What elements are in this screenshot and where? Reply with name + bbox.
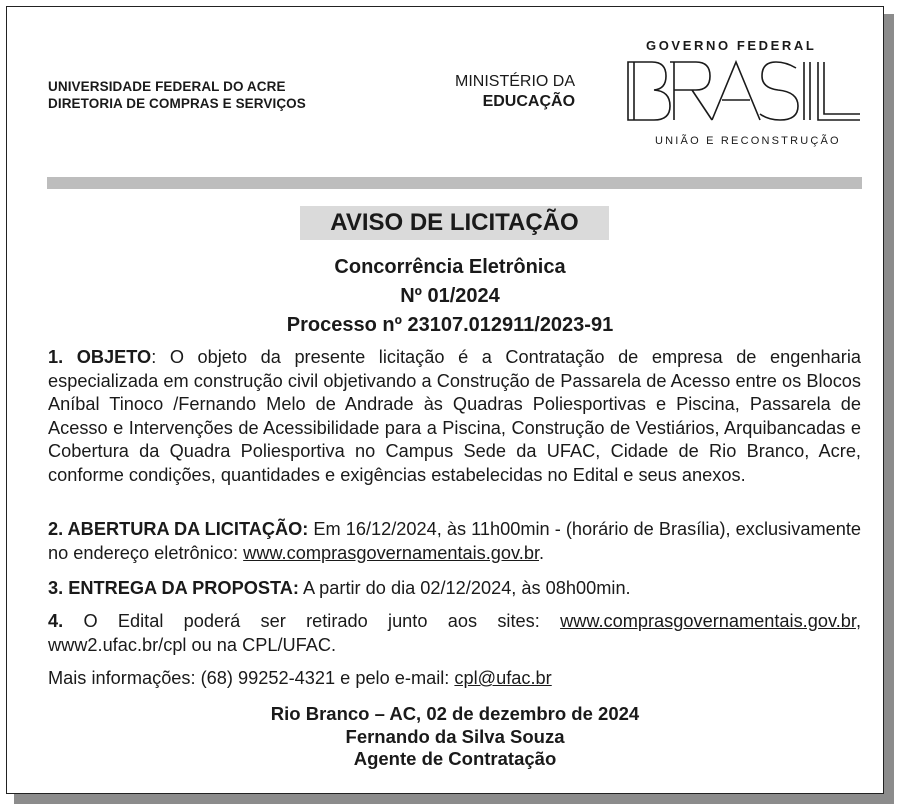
item4-label: 4. [48, 611, 64, 631]
ministry-line2: EDUCAÇÃO [482, 93, 576, 110]
item-abertura [48, 518, 861, 565]
item2-link[interactable]: www.comprasgovernamentais.gov.br [243, 542, 540, 563]
institution-department: DIRETORIA DE COMPRAS E SERVIÇOS [48, 96, 306, 111]
info-email[interactable]: cpl@ufac.br [454, 668, 552, 688]
item2-label: 2. ABERTURA DA LICITAÇÃO: [48, 519, 309, 539]
item3-text: A partir do dia 02/12/2024, às 08h00min. [298, 578, 631, 598]
signature-role: Agente de Contratação [353, 748, 557, 769]
institution-block [48, 78, 306, 112]
subtitle-modality: Concorrência Eletrônica [334, 256, 566, 278]
item4-text: O Edital poderá ser retirado junto aos sites: [63, 611, 561, 631]
item1-text: : O objeto da presente licitação é a Contratação de empresa de engenharia especializada em construção civil objetivando a Construção de Passarela de Acesso entre os Blocos Aníbal Tinoco /Fernando Melo de Andrade às Quadras Poliesportivas e Piscina, Passarela de Acesso e Intervenções de Acessibilidade para a Piscina, Construção de Vestiários, Arquibancadas e Cobertura da Quadra Poliesportiva no Campus Sede da UFAC, Cidade de Rio Branco, Acre, conforme condições, quantidades e exigências estabelecidas no Edital e seus anexos. [48, 347, 862, 485]
signature-name: Fernando da Silva Souza [345, 726, 565, 747]
item3-label: 3. ENTREGA DA PROPOSTA: [48, 578, 299, 598]
item4-end: , www2.ufac.br/cpl ou na CPL/UFAC. [48, 611, 861, 655]
item-edital [48, 610, 861, 657]
frame-shadow-bottom [14, 794, 894, 804]
item-objeto [48, 346, 861, 487]
frame-shadow-right [884, 14, 894, 804]
gov-federal-label: GOVERNO FEDERAL [646, 38, 817, 53]
brasil-logo [626, 60, 862, 122]
slogan: UNIÃO E RECONSTRUÇÃO [655, 135, 841, 147]
institution-name: UNIVERSIDADE FEDERAL DO ACRE [48, 79, 286, 94]
item1-label: 1. OBJETO [48, 347, 152, 367]
item-entrega [48, 577, 861, 601]
ministry-line1: MINISTÉRIO DA [455, 73, 576, 90]
subtitle-process: Processo nº 23107.012911/2023-91 [286, 314, 614, 336]
notice-title: AVISO DE LICITAÇÃO [330, 209, 579, 236]
item4-link[interactable]: www.comprasgovernamentais.gov.br [560, 611, 856, 631]
item2-end: . [539, 542, 545, 563]
info-text: Mais informações: (68) 99252-4321 e pelo e-mail: [48, 668, 455, 688]
signature-place-date: Rio Branco – AC, 02 de dezembro de 2024 [270, 703, 640, 724]
header-divider [47, 177, 862, 189]
ministry-logo [455, 72, 575, 112]
subtitle-number: Nº 01/2024 [400, 285, 500, 307]
item2-text: Em 16/12/2024, às 11h00min - (horário de Brasília), exclusivamente no endereço eletrônico: [48, 519, 861, 563]
more-info [48, 667, 861, 691]
